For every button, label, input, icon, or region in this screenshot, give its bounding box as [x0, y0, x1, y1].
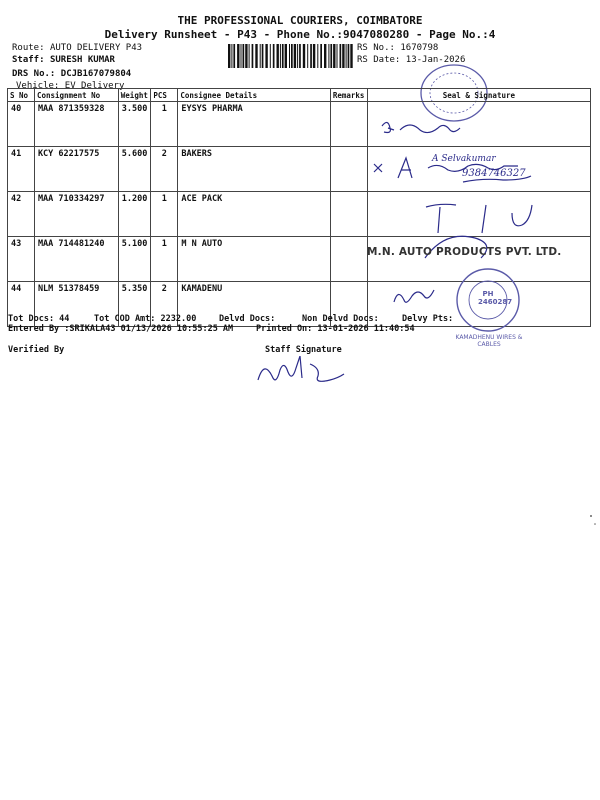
- delvd-docs: Delvd Docs:: [219, 314, 276, 324]
- round-stamp-44-sub: PH 2460287: [478, 290, 513, 306]
- cell-pcs: 1: [151, 102, 178, 147]
- cell-sno: 41: [8, 147, 35, 192]
- signature-phone-41: 9384746327: [462, 168, 526, 179]
- staff-signature-label: Staff Signature: [265, 345, 342, 355]
- cell-consignment: MAA 710334297: [34, 192, 118, 237]
- cell-sno: 44: [8, 282, 35, 327]
- signature-row-40: [370, 110, 480, 145]
- cell-consignee: ACE PACK: [178, 192, 330, 237]
- cell-consignment: KCY 62217575: [34, 147, 118, 192]
- cell-pcs: 1: [151, 192, 178, 237]
- cell-consignment: NLM 51378459: [34, 282, 118, 327]
- cell-pcs: 2: [151, 282, 178, 327]
- printed-on: Printed On: 13-01-2026 11:40:54: [256, 324, 415, 334]
- cell-weight: 3.500: [118, 102, 151, 147]
- cell-consignee: EYSYS PHARMA: [178, 102, 330, 147]
- cell-weight: 1.200: [118, 192, 151, 237]
- tot-docs: Tot Docs: 44: [8, 314, 70, 324]
- cell-consignee: KAMADENU: [178, 282, 330, 327]
- cell-remarks: [330, 192, 367, 237]
- rs-date-line: RS Date: 13-Jan-2026: [357, 55, 466, 65]
- cell-weight: 5.600: [118, 147, 151, 192]
- drs-line: DRS No.: DCJB167079804: [12, 69, 132, 79]
- verified-by: Verified By: [8, 345, 65, 355]
- table-row: [8, 102, 591, 147]
- col-remarks: Remarks: [330, 89, 367, 102]
- col-consignee: Consignee Details: [178, 89, 330, 102]
- rs-no-line: RS No.: 1670798: [357, 43, 439, 53]
- cell-consignee: BAKERS: [178, 147, 330, 192]
- cell-consignment: MAA 714481240: [34, 237, 118, 282]
- cell-consignment: MAA 871359328: [34, 102, 118, 147]
- cell-pcs: 2: [151, 147, 178, 192]
- meta-left: [12, 42, 142, 92]
- route-line: Route: AUTO DELIVERY P43: [12, 43, 143, 53]
- cell-sno: 42: [8, 192, 35, 237]
- cell-sno: 43: [8, 237, 35, 282]
- tot-cod: Tot COD Amt: 2232.00: [94, 314, 197, 324]
- entered-by: Entered By :SRIKALA43 01/13/2026 10:55:25 AM: [8, 324, 234, 334]
- col-pcs: PCS: [151, 89, 178, 102]
- page-title: THE PROFESSIONAL COURIERS, COIMBATORE: [177, 14, 423, 27]
- table-header-row: [8, 89, 591, 102]
- col-seal: Seal & Signature: [367, 89, 590, 102]
- cell-sno: 40: [8, 102, 35, 147]
- col-sno: S No: [8, 89, 35, 102]
- company-stamp-43: M.N. AUTO PRODUCTS PVT. LTD.: [367, 246, 562, 258]
- barcode: [228, 44, 354, 68]
- non-delvd-docs: Non Delvd Docs:: [302, 314, 379, 324]
- cell-remarks: [330, 147, 367, 192]
- cell-weight: 5.350: [118, 282, 151, 327]
- staff-signature: [250, 356, 350, 390]
- staff-line: Staff: SURESH KUMAR: [12, 55, 115, 65]
- scan-specks: [585, 500, 597, 540]
- cell-pcs: 1: [151, 237, 178, 282]
- round-stamp-44-text: KAMADHENU WIRES & CABLES: [455, 334, 523, 348]
- signature-name-41: A Selvakumar: [432, 154, 496, 164]
- col-weight: Weight: [118, 89, 151, 102]
- cell-consignee: M N AUTO: [178, 237, 330, 282]
- col-consignment: Consignment No: [34, 89, 118, 102]
- cell-remarks: [330, 102, 367, 147]
- cell-remarks: [330, 237, 367, 282]
- delvy-pts: Delvy Pts:: [402, 314, 454, 324]
- cell-weight: 5.100: [118, 237, 151, 282]
- vehicle-line: Vehicle: EV Delivery: [16, 81, 125, 91]
- page-subtitle: Delivery Runsheet - P43 - Phone No.:9047080280 - Page No.:4: [104, 28, 496, 41]
